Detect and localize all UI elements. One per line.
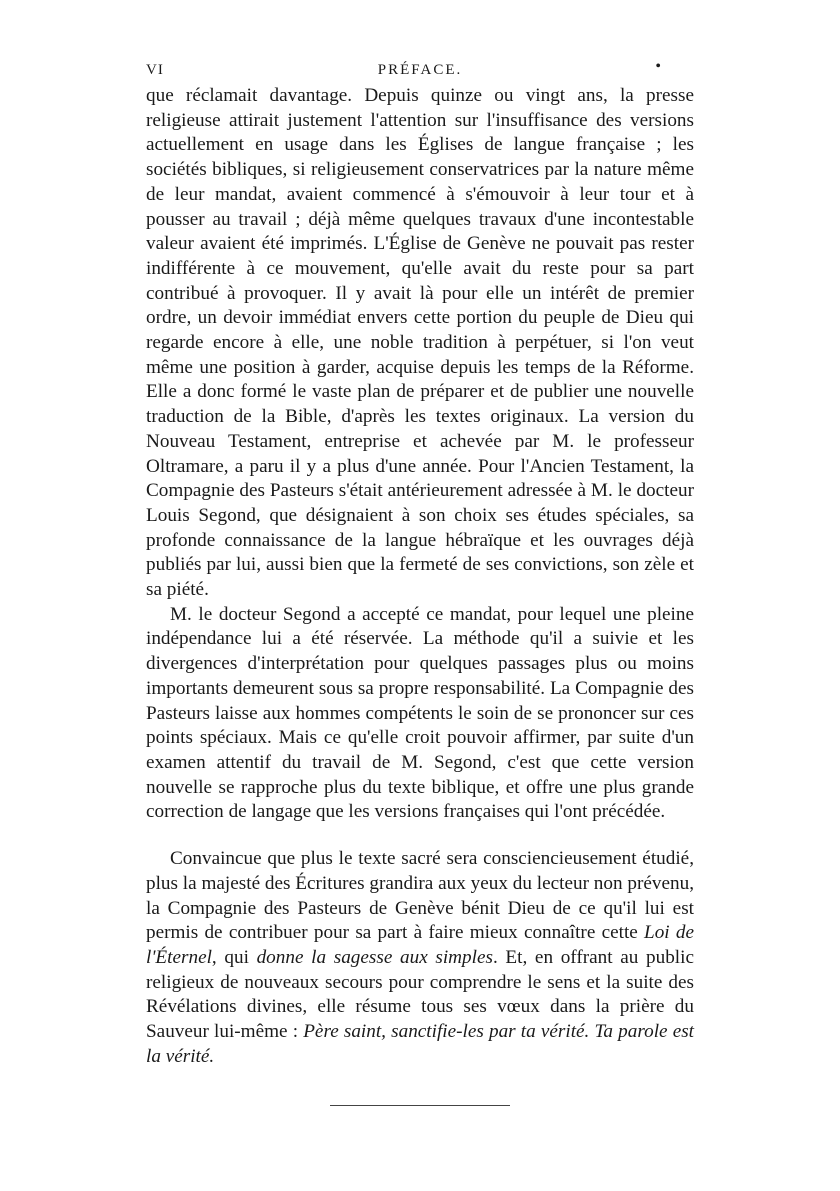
- paragraph-1: [146, 84, 694, 603]
- page-number: VI: [146, 62, 164, 78]
- page-title: PRÉFACE.: [377, 62, 463, 78]
- text-run: que réclamait davantage. Depuis quinze ou vingt ans, la presse religieuse attirait justement l'attention sur l'insuffisance des versions actuellement en usage dans les Églises de langue française ; les sociétés bibliques, si religieusement conservatrices par la nature même de leur mandat, avaient commencé à s'émouvoir à leur tour et à pousser au travail ; déjà même quelques travaux d'une incontestable valeur avaient été imprimés. L'Église de Genève ne pouvait pas rester indifférente à ce mouvement, qu'elle avait du reste pour sa part contribué à provoquer. Il y avait là pour elle un intérêt de premier ordre, un devoir immédiat envers cette portion du peuple de Dieu qui regarde encore à elle, une noble tradition à perpétuer, si l'on veut même une position à garder, acquise depuis les temps de la Réforme. Elle a donc formé le vaste plan de préparer et de publier une nouvelle traduction de la Bible, d'après les textes originaux. La version du Nouveau Testament, entreprise et achevée par M. le professeur Oltramare, a paru il y a plus d'une année. Pour l'Ancien Testament, la Compagnie des Pasteurs s'était antérieurement adressée à M. le docteur Louis Segond, que désignaient à son choix ses études spéciales, sa profonde connaissance de la langue hébraïque et les ouvrages déjà publiés par lui, aussi bien que la fermeté de ses convictions, son zèle et sa piété.: [146, 85, 694, 601]
- italic-run: donne la sagesse aux simples: [256, 946, 493, 968]
- italic-run: Loi de l'Éternel: [146, 922, 694, 968]
- paragraph-3: [146, 847, 694, 1069]
- page: [146, 58, 694, 1106]
- italic-run: Père saint, sanctifie-les par ta vérité. Ta parole est la vérité.: [146, 1021, 695, 1067]
- printer-mark: •: [655, 58, 662, 75]
- closing-rule: [330, 1105, 510, 1106]
- text-run: Convaincue que plus le texte sacré sera consciencieusement étudié, plus la majesté des Écritures grandira aux yeux du lecteur non prévenu, la Compagnie des Pasteurs de Genève bénit Dieu de ce qu'il lui est permis de contribuer pour sa part à faire mieux connaître cette: [146, 848, 694, 944]
- text-run: M. le docteur Segond a accepté ce mandat, pour lequel une pleine indépendance lui a été réservée. La méthode qu'il a suivie et les divergences d'interprétation pour quelques passages plus ou moins importants demeurent sous sa propre responsabilité. La Compagnie des Pasteurs laisse aux hommes compétents le soin de se prononcer sur ces points spéciaux. Mais ce qu'elle croit pouvoir affirmer, par suite d'un examen attentif du travail de M. Segond, c'est que cette version nouvelle se rapproche plus du texte biblique, et offre une plus grande correction de langage que les versions françaises qui l'ont précédée.: [146, 603, 694, 823]
- paragraph-2: [146, 603, 694, 825]
- text-run: , qui: [211, 946, 257, 968]
- running-head: [146, 58, 694, 84]
- text-run: . Et, en offrant au public religieux de nouveaux secours pour comprendre le sens et la suite des Révélations divines, elle résume tous ses vœux dans la prière du Sauveur lui-même :: [146, 946, 694, 1043]
